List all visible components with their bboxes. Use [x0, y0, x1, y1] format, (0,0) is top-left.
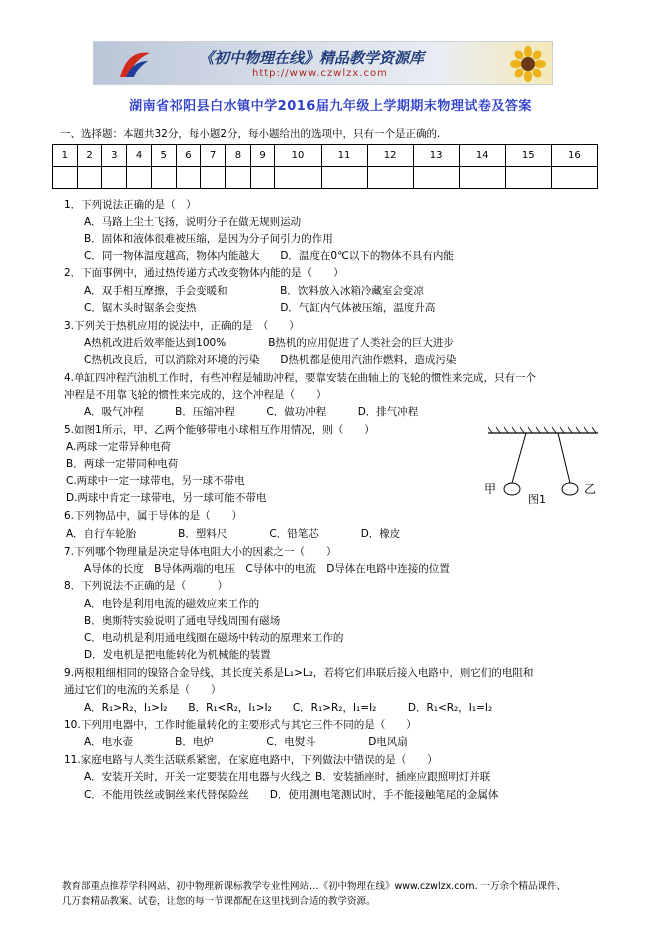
answer-cell[interactable] [102, 167, 127, 189]
question-option: C．电动机是利用通电线圈在磁场中转动的原理来工作的 [84, 632, 344, 644]
answer-cell[interactable] [250, 167, 275, 189]
grid-num: 8 [226, 145, 251, 167]
question-option: A导体的长度 B导体两端的电压 C导体中的电流 D导体在电路中连接的位置 [84, 563, 450, 575]
question-stem: 7.下列哪个物理量是决定导体电阻大小的因素之一（ ） [64, 546, 337, 558]
grid-num: 6 [176, 145, 201, 167]
grid-num: 15 [505, 145, 551, 167]
question-stem: 5.如图1所示，甲、乙两个能够带电小球相互作用情况，则（ ） [64, 424, 375, 436]
answer-cell[interactable] [413, 167, 459, 189]
question-stem: 1．下列说法正确的是（ ） [64, 199, 197, 211]
grid-num: 5 [151, 145, 176, 167]
question-option: C．锯木头时锯条会变热 D．气缸内气体被压缩，温度升高 [84, 302, 436, 314]
sunflower-icon [510, 46, 546, 82]
answer-cell[interactable] [226, 167, 251, 189]
grid-num: 1 [53, 145, 78, 167]
figure-pendulum-balls [478, 423, 608, 511]
question-option: C.两球中一定一球带电，另一球不带电 [66, 475, 245, 487]
question-option: A．电水壶 B．电炉 C．电熨斗 D电风扇 [84, 736, 408, 748]
answer-cell[interactable] [53, 167, 78, 189]
header-banner [93, 41, 553, 85]
banner-url: http://www.czwlzx.com [252, 68, 388, 79]
grid-num: 16 [551, 145, 597, 167]
question-option: A热机改进后效率能达到100% B热机的应用促进了人类社会的巨大进步 [84, 337, 454, 349]
question-option: C．同一物体温度越高，物体内能越大 D．温度在0℃以下的物体不具有内能 [84, 250, 454, 262]
question-stem: 3.下列关于热机应用的说法中，正确的是 （ ） [64, 320, 300, 332]
answer-cell[interactable] [505, 167, 551, 189]
question-option: B．两球一定带同种电荷 [66, 458, 179, 470]
question-option: A．马路上尘土飞扬，说明分子在做无规则运动 [84, 216, 302, 228]
question-option: A．安装开关时，开关一定要装在用电器与火线之 B．安装插座时，插座应跟照明灯并联 [84, 771, 491, 783]
question-stem: 4.单缸四冲程汽油机工作时，有些冲程是辅助冲程，要靠安装在曲轴上的飞轮的惯性来完成，只有一个 [64, 372, 537, 384]
answer-cell[interactable] [551, 167, 597, 189]
grid-num: 7 [201, 145, 226, 167]
question-option: A.两球一定带异种电荷 [66, 441, 171, 453]
figure-caption: 图1 [528, 493, 546, 506]
question-option: A．自行车轮胎 B．塑料尺 C．铅笔芯 D．橡皮 [66, 528, 401, 540]
banner-title: 《初中物理在线》精品教学资源库 [199, 49, 425, 67]
answer-cell[interactable] [275, 167, 321, 189]
question-option: D.两球中肯定一球带电，另一球可能不带电 [66, 492, 267, 504]
footer-line-2: 几万套精品教案、试卷，让您的每一节课都配在这里找到合适的教学资源。 [62, 896, 376, 907]
grid-num: 10 [275, 145, 321, 167]
question-option: C热机改良后，可以消除对环境的污染 D热机都是使用汽油作燃料，造成污染 [84, 354, 457, 366]
grid-num: 3 [102, 145, 127, 167]
question-option: A．电铃是利用电流的磁效应来工作的 [84, 598, 260, 610]
answer-cell[interactable] [176, 167, 201, 189]
answer-cell[interactable] [459, 167, 505, 189]
question-stem: 2．下面事例中，通过热传递方式改变物体内能的是（ ） [64, 267, 344, 279]
question-stem: 11.家庭电路与人类生活联系紧密，在家庭电路中，下列做法中错误的是（ ） [64, 754, 438, 766]
question-stem: 9.两根粗细相同的镍铬合金导线，其长度关系是L₁>L₂，若将它们串联后接入电路中，则它们的电阻和 [64, 667, 534, 679]
grid-num: 12 [367, 145, 413, 167]
grid-num: 9 [250, 145, 275, 167]
answer-cell[interactable] [77, 167, 102, 189]
question-stem-continued: 冲程是不用靠飞轮的惯性来完成的，这个冲程是（ ） [64, 389, 327, 401]
question-option: A．双手相互摩擦，手会变暖和 B．饮料放入冰箱冷藏室会变凉 [84, 285, 424, 297]
question-option: A．R₁>R₂，I₁>I₂ B．R₁<R₂，I₁>I₂ C．R₁>R₂，I₁=I₂ D．R₁<R₂，I₁=I₂ [84, 702, 493, 714]
answer-grid-header-row [53, 145, 598, 167]
grid-num: 13 [413, 145, 459, 167]
answer-cell[interactable] [151, 167, 176, 189]
answer-grid [52, 144, 598, 189]
answer-cell[interactable] [367, 167, 413, 189]
question-stem: 10.下列用电器中，工作时能量转化的主要形式与其它三件不同的是（ ） [64, 719, 417, 731]
question-stem: 6.下列物品中，属于导体的是（ ） [64, 510, 243, 522]
answer-grid-blank-row [53, 167, 598, 189]
answer-cell[interactable] [321, 167, 367, 189]
grid-num: 2 [77, 145, 102, 167]
section-heading: 一、选择题：本题共32分，每小题2分，每小题给出的选项中，只有一个是正确的. [60, 128, 441, 140]
figure-label-jia: 甲 [484, 482, 497, 496]
figure-label-yi: 乙 [584, 482, 597, 496]
question-stem-continued: 通过它们的电流的关系是（ ） [64, 684, 222, 696]
site-logo-icon [116, 47, 154, 81]
question-stem: 8．下列说法不正确的是（ ） [64, 580, 229, 592]
grid-num: 4 [127, 145, 152, 167]
question-option: D．发电机是把电能转化为机械能的装置 [84, 649, 271, 661]
question-option: A．吸气冲程 B．压缩冲程 C．做功冲程 D．排气冲程 [84, 406, 419, 418]
question-option: C．不能用铁丝或铜丝来代替保险丝 D．使用测电笔测试时，手不能接触笔尾的金属体 [84, 789, 499, 801]
answer-cell[interactable] [201, 167, 226, 189]
question-option: B．固体和液体很难被压缩，是因为分子间引力的作用 [84, 233, 333, 245]
grid-num: 11 [321, 145, 367, 167]
question-option: B．奥斯特实验说明了通电导线周围有磁场 [84, 615, 281, 627]
footer-line-1: 教育部重点推荐学科网站、初中物理新课标教学专业性网站…《初中物理在线》www.czwlzx.com. 一万余个精品课件、 [62, 881, 567, 892]
document-title: 湖南省祁阳县白水镇中学2016届九年级上学期期末物理试卷及答案 [129, 99, 532, 114]
answer-cell[interactable] [127, 167, 152, 189]
grid-num: 14 [459, 145, 505, 167]
